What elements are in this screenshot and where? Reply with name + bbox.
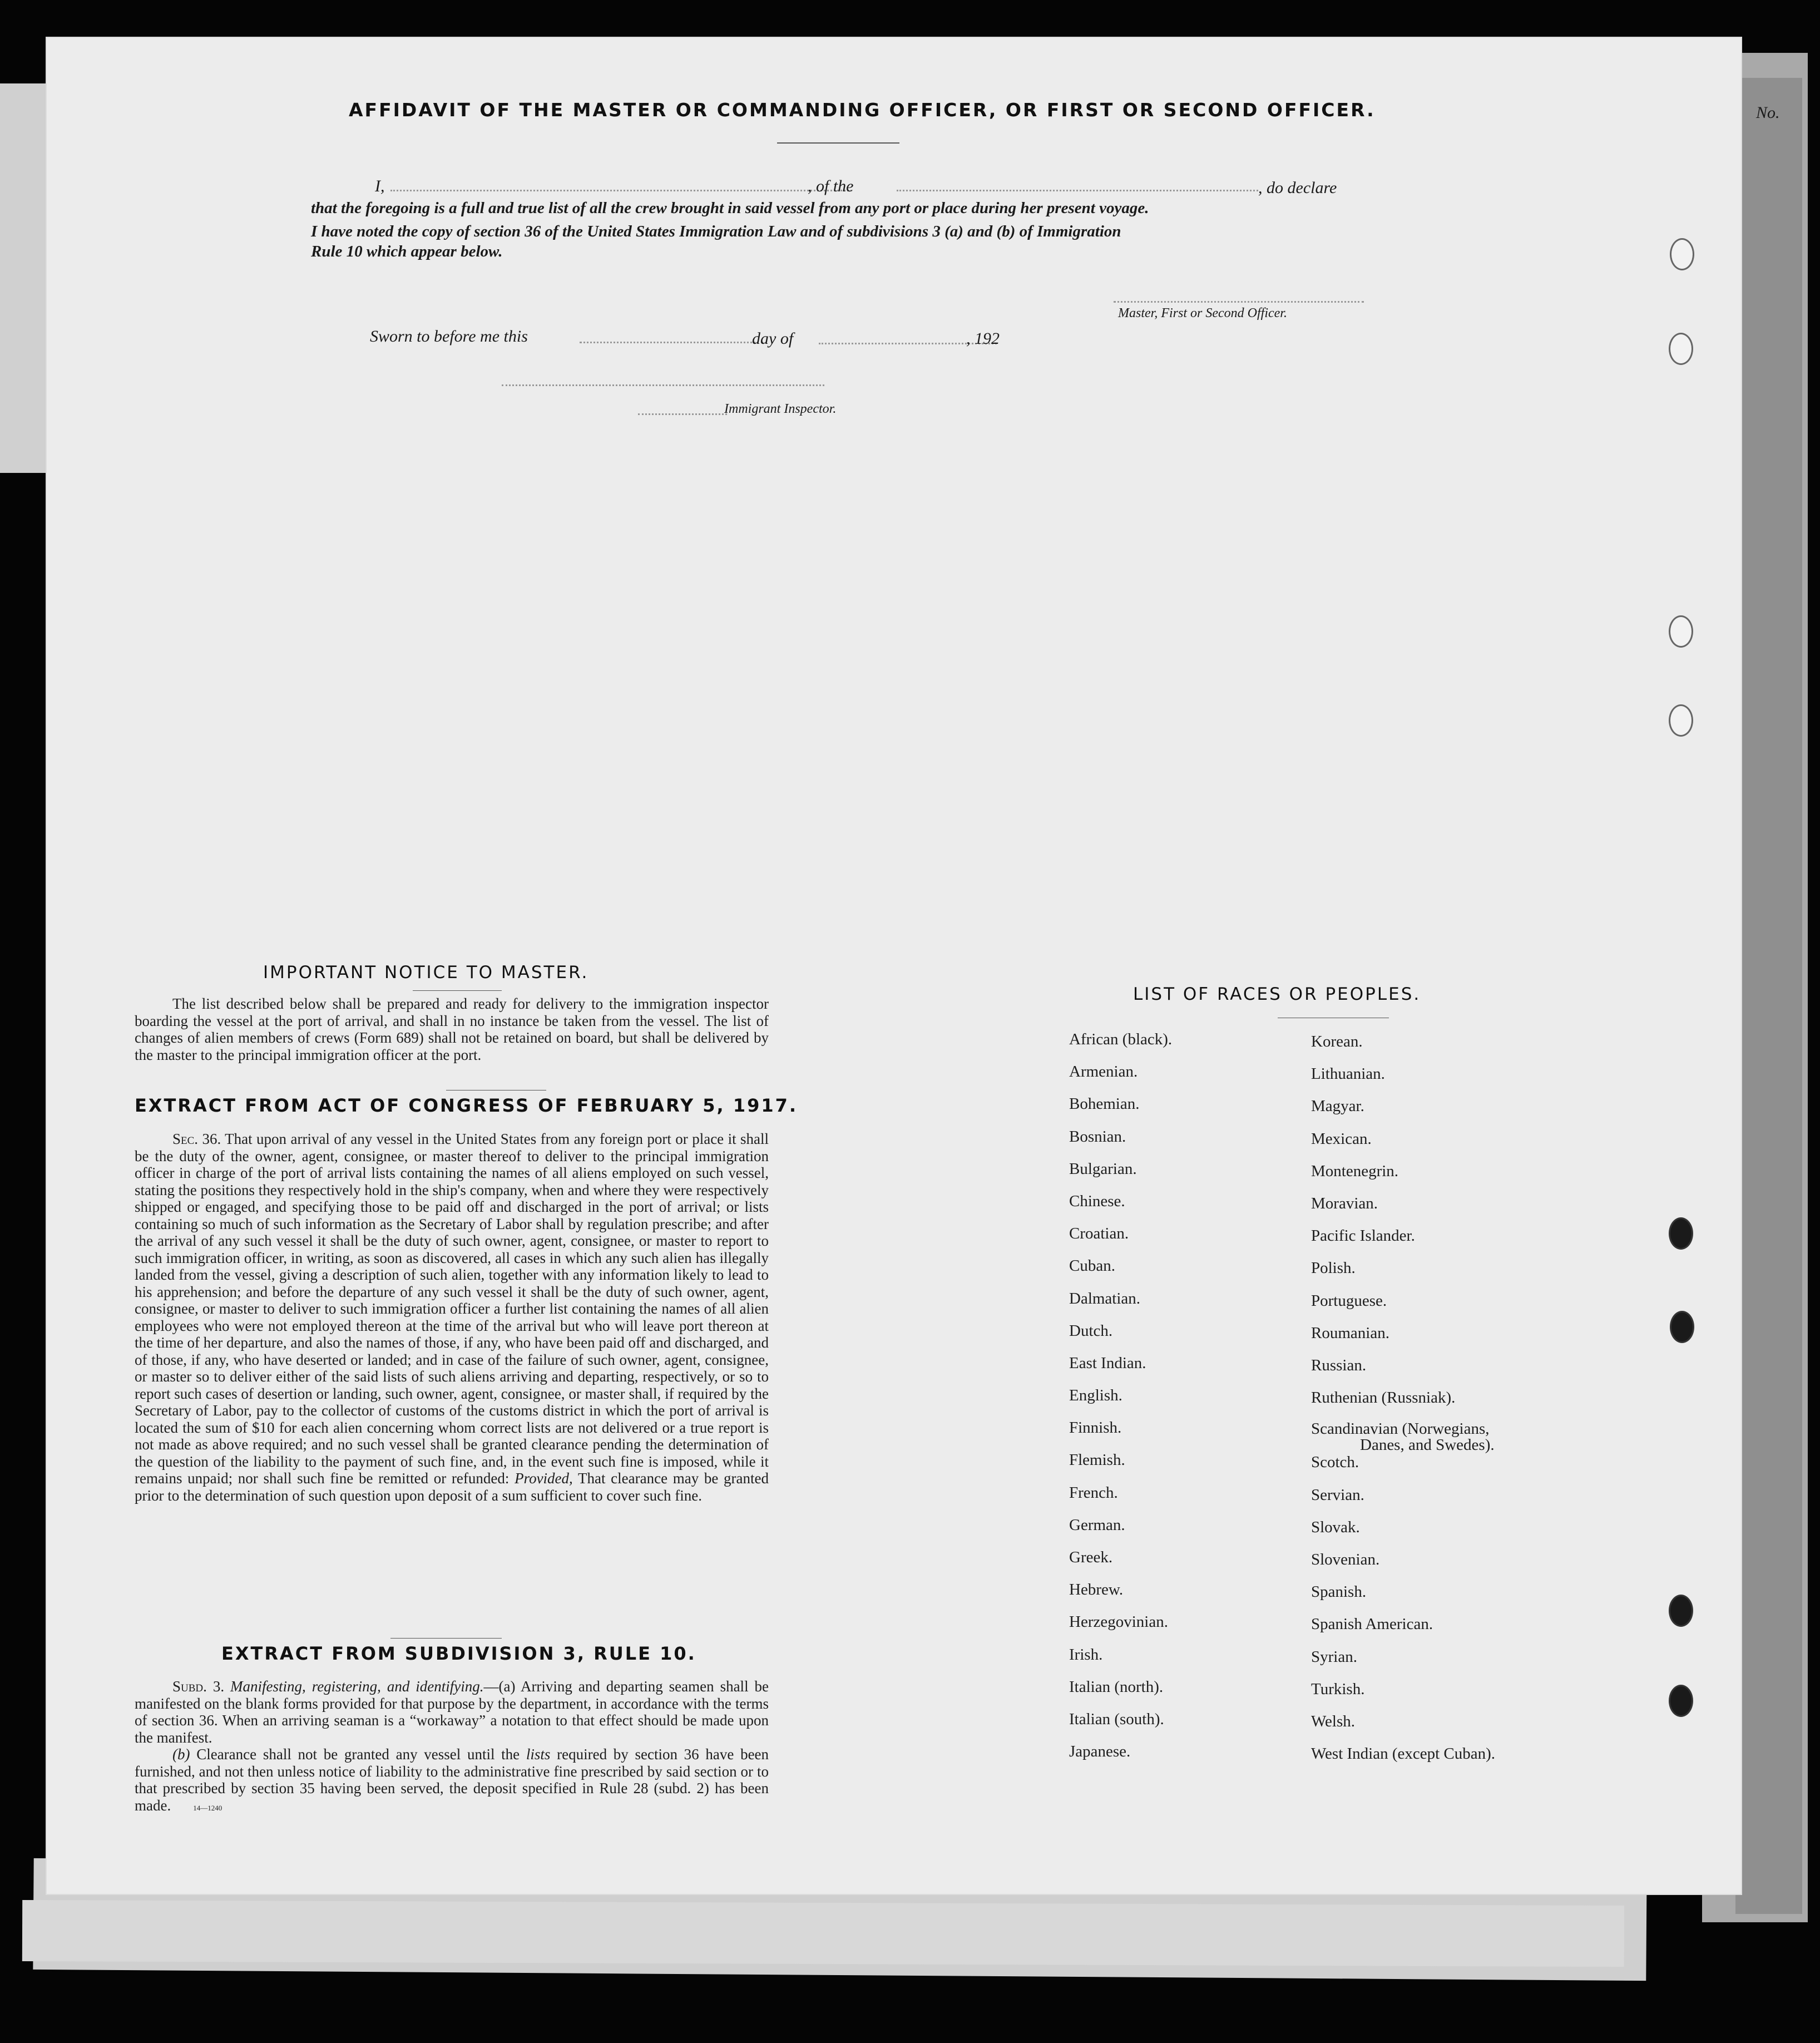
race-item: Greek.: [1069, 1548, 1113, 1566]
race-item: Welsh.: [1311, 1712, 1356, 1730]
race-item: Mexican.: [1311, 1129, 1372, 1148]
back-page-edge-2: [1735, 78, 1802, 1914]
race-item: Slovak.: [1311, 1518, 1360, 1536]
race-item: Herzegovinian.: [1069, 1613, 1168, 1631]
para-b-start: Clearance shall not be granted any vessel until the: [196, 1746, 520, 1763]
race-item: Russian.: [1311, 1356, 1367, 1374]
race-item: Spanish American.: [1311, 1615, 1433, 1634]
race-item: Hebrew.: [1069, 1581, 1124, 1599]
inspector-lead-dots: [638, 413, 727, 415]
race-item: Chinese.: [1069, 1192, 1125, 1210]
act-end-rule: [390, 1638, 502, 1639]
affidavit-i: I,: [375, 177, 385, 195]
scandinavian-line2: Danes, and Swedes).: [1360, 1436, 1495, 1454]
binder-hole: [1669, 1217, 1693, 1250]
extract-act-title: EXTRACT FROM ACT OF CONGRESS OF FEBRUARY 5, 1917.: [135, 1095, 798, 1116]
day-blank: [580, 342, 763, 343]
races-right-column: [1311, 1033, 1495, 1777]
binder-hole: [1669, 615, 1693, 648]
act-text-end: That clearance may be granted prior to the determination of such question upon deposit of a sum sufficient to cover such fine.: [135, 1470, 769, 1504]
binder-hole: [1670, 238, 1694, 270]
race-item: Scotch.: [1311, 1453, 1359, 1472]
race-item: French.: [1069, 1483, 1118, 1502]
para-b-label: (b): [172, 1746, 190, 1763]
race-item: Finnish.: [1069, 1419, 1122, 1437]
race-item: Turkish.: [1311, 1680, 1365, 1698]
binder-hole: [1669, 704, 1693, 737]
notice-title-rule: [413, 990, 502, 991]
name-blank: [390, 190, 852, 191]
race-item: Bulgarian.: [1069, 1159, 1137, 1178]
extract-rule-text: [135, 1678, 769, 1817]
race-item-scandinavian: [1311, 1421, 1495, 1453]
affidavit-line3: I have noted the copy of section 36 of the United States Immigration Law and of subdivisions 3 (a) and (b) of Immigration: [311, 223, 1121, 240]
extract-rule-title: EXTRACT FROM SUBDIVISION 3, RULE 10.: [221, 1643, 696, 1664]
affidavit-of-the: , of the: [808, 177, 854, 195]
race-item: Italian (north).: [1069, 1677, 1164, 1696]
title-rule: [777, 142, 899, 144]
binder-hole: [1670, 1311, 1694, 1343]
document-sheet: [46, 37, 1780, 1895]
race-item: Croatian.: [1069, 1225, 1129, 1243]
race-item: West Indian (except Cuban).: [1311, 1745, 1496, 1763]
para-b-lists: lists: [526, 1746, 551, 1763]
master-signature-blank: [1114, 301, 1364, 303]
race-item: Korean.: [1311, 1033, 1363, 1050]
race-item: Syrian.: [1311, 1647, 1357, 1666]
vessel-blank: [897, 190, 1258, 191]
race-item: English.: [1069, 1386, 1122, 1405]
form-number: 14—1240: [193, 1803, 222, 1812]
race-item: East Indian.: [1069, 1354, 1146, 1372]
race-item: Lithuanian.: [1311, 1065, 1385, 1083]
subd-label: Subd. 3.: [172, 1678, 225, 1695]
notice-paragraph: The list described below shall be prepared and ready for delivery to the immigration inspector boarding the vessel at the port of arrival, and shall in no instance be taken from the vessel. The list of changes of alien members of crews (Form 689) shall not be retained on board, but shall be delivered by the master to the principal immigration officer at the port.: [135, 995, 769, 1063]
affidavit-line2: that the foregoing is a full and true list of all the crew brought in said vessel from any port or place during her present voyage.: [311, 199, 1149, 217]
sworn-to: Sworn to before me this: [370, 327, 528, 346]
race-item: Slovenian.: [1311, 1551, 1380, 1568]
left-page-edge: [0, 83, 50, 473]
race-item: Dutch.: [1069, 1321, 1113, 1340]
race-item: Pacific Islander.: [1311, 1227, 1415, 1245]
affidavit-title: AFFIDAVIT OF THE MASTER OR COMMANDING OFFICER, OR FIRST OR SECOND OFFICER.: [349, 99, 1376, 121]
master-signature-label: Master, First or Second Officer.: [1118, 306, 1287, 320]
affidavit-do-declare: , do declare: [1258, 179, 1337, 197]
race-item: Montenegrin.: [1311, 1162, 1399, 1180]
para-b-end: required by section 36 have been furnished, and not then unless notice of liability to the administrative fine prescribed by said section or to that prescribed by section 35 having been served, the deposit specified in Rule 28 (subd. 2) has been made.: [135, 1746, 769, 1814]
binder-hole: [1669, 333, 1693, 365]
day-of: day of: [752, 329, 794, 348]
binder-hole: [1669, 1595, 1693, 1627]
race-item: German.: [1069, 1516, 1125, 1534]
scandinavian-line1: Scandinavian (Norwegians,: [1311, 1420, 1490, 1438]
bottom-page-edge-2: [22, 1900, 1624, 1967]
race-item: Roumanian.: [1311, 1324, 1389, 1342]
race-item: Moravian.: [1311, 1194, 1378, 1212]
extract-act-text: [135, 1131, 769, 1504]
binder-hole: [1669, 1685, 1693, 1717]
sec-label: Sec. 36.: [172, 1131, 221, 1147]
notice-title: IMPORTANT NOTICE TO MASTER.: [263, 963, 589, 983]
race-item: African (black).: [1069, 1030, 1173, 1048]
act-text-body: That upon arrival of any vessel in the United States from any foreign port or place it shall be the duty of the owner, agent, consignee, or master thereof to deliver to the principal immigration officer in charge of the port of arrival lists containing the names of all aliens employed on such vessel, stating the positions they respectively hold in the ship's company, when and where they were respectively shipped or engaged, and specifying those to be paid off and discharged in the port of arrival; or lists containing so much of such information as the Secretary of Labor shall by regulation prescribe; and after the arrival of any such vessel it shall be the duty of such owner, agent, consignee, or master to report to such immigration officer, in writing, as soon as discovered, all cases in which any such alien has illegally landed from the vessel, giving a description of such alien, together with any information likely to lead to his apprehension; and before the departure of any such vessel it shall be the duty of such owner, agent, consignee, or master to deliver to such immigration officer a further list containing the names of all alien employees who were not employed thereon at the time of the arrival but who will leave port thereon at the time of her departure, and also the names of those, if any, who have been paid off and discharged, and of those, if any, who have deserted or landed; and in case of the failure of such owner, agent, consignee, or master so to deliver either of the said lists of such aliens arriving and departing, respectively, or so to report such cases of desertion or landing, such owner, agent, consignee, or master shall, if required by the Secretary of Labor, pay to the collector of customs of the customs district in which the port of arrival is located the sum of $10 for each alien concerning whom correct lists are not delivered or a true report is not made as above required; and no such vessel shall be granted clearance pending the determination of the question of the liability to the payment of such fine, and, in the event such fine is imposed, while it remains unpaid; nor shall such fine be remitted or refunded:: [135, 1131, 769, 1487]
corner-mark: No.: [1756, 103, 1780, 122]
race-item: Magyar.: [1311, 1097, 1364, 1116]
races-title: LIST OF RACES OR PEOPLES.: [1133, 984, 1421, 1004]
subd-heading: Manifesting, registering, and identifying.: [230, 1678, 484, 1695]
race-item: Japanese.: [1069, 1743, 1131, 1761]
race-item: Servian.: [1311, 1486, 1364, 1504]
race-item: Dalmatian.: [1069, 1289, 1141, 1307]
race-item: Cuban.: [1069, 1257, 1115, 1275]
proviso: Provided,: [515, 1470, 573, 1487]
affidavit-line4: Rule 10 which appear below.: [311, 243, 503, 260]
race-item: Bosnian.: [1069, 1127, 1126, 1146]
race-item: Armenian.: [1069, 1063, 1138, 1081]
race-item: Irish.: [1069, 1645, 1103, 1664]
race-item: Polish.: [1311, 1259, 1356, 1277]
race-item: Italian (south).: [1069, 1710, 1164, 1728]
inspector-signature-blank: [502, 384, 824, 386]
races-left-column: [1069, 1030, 1172, 1775]
race-item: Bohemian.: [1069, 1095, 1140, 1113]
race-item: Spanish.: [1311, 1583, 1367, 1601]
notice-text: [135, 995, 769, 1063]
para-a: —(a) Arriving and departing seamen shall be manifested on the blank forms provided for that purpose by the department, in accordance with the terms of section 36. When an arriving seaman is a “workaway” a notation to that effect should be made upon the manifest.: [135, 1678, 769, 1746]
inspector-label: Immigrant Inspector.: [724, 402, 837, 416]
race-item: Portuguese.: [1311, 1291, 1387, 1310]
year-prefix: , 192: [966, 329, 1000, 348]
race-item: Ruthenian (Russniak).: [1311, 1389, 1456, 1407]
race-item: Flemish.: [1069, 1451, 1125, 1469]
